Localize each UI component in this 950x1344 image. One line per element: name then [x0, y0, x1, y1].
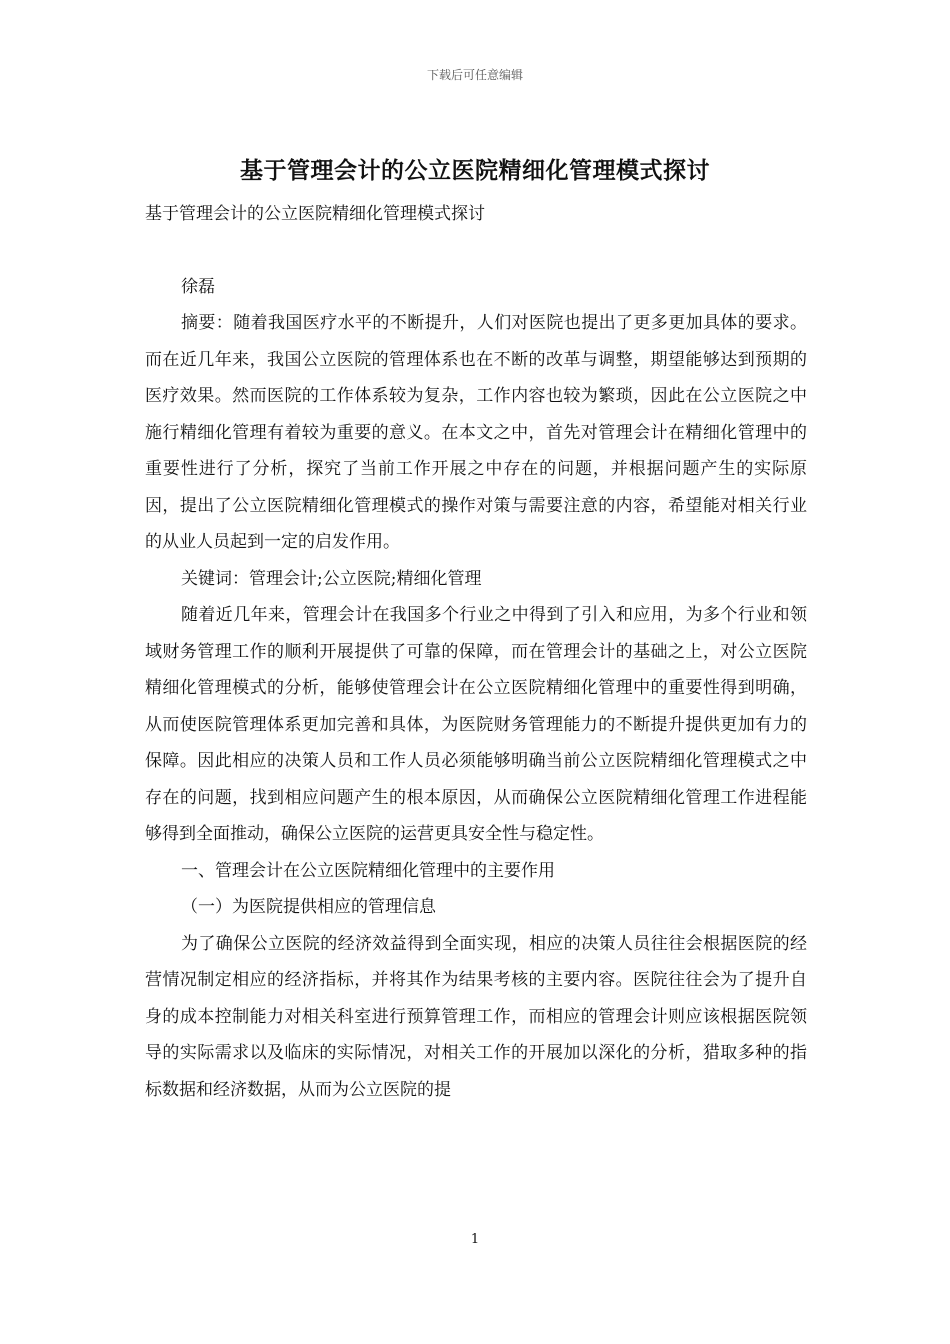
- abstract-paragraph: 摘要：随着我国医疗水平的不断提升，人们对医院也提出了更多更加具体的要求。而在近几年来，我国公立医院的管理体系也在不断的改革与调整，期望能够达到预期的医疗效果。然而医院的工作体系较为复杂，工作内容也较为繁琐，因此在公立医院之中施行精细化管理有着较为重要的意义。在本文之中，首先对管理会计在精细化管理中的重要性进行了分析，探究了当前工作开展之中存在的问题，并根据问题产生的实际原因，提出了公立医院精细化管理模式的操作对策与需要注意的内容，希望能对相关行业的从业人员起到一定的启发作用。: [145, 313, 807, 552]
- author-name: 徐磊: [181, 276, 215, 297]
- document-subtitle: 基于管理会计的公立医院精细化管理模式探讨: [145, 204, 485, 224]
- body-paragraph: 为了确保公立医院的经济效益得到全面实现，相应的决策人员往往会根据医院的经营情况制定相应的经济指标，并将其作为结果考核的主要内容。医院往往会为了提升自身的成本控制能力对相关科室进行预算管理工作，而相应的管理会计则应该根据医院领导的实际需求以及临床的实际情况，对相关工作的开展加以深化的分析，猎取多种的指标数据和经济数据，从而为公立医院的提: [145, 933, 807, 1100]
- page-number: 1: [470, 1232, 480, 1247]
- document-title: 基于管理会计的公立医院精细化管理模式探讨: [240, 157, 710, 184]
- intro-paragraph: 随着近几年来，管理会计在我国多个行业之中得到了引入和应用，为多个行业和领域财务管理工作的顺利开展提供了可靠的保障，而在管理会计的基础之上，对公立医院精细化管理模式的分析，能够使管理会计在公立医院精细化管理中的重要性得到明确，从而使医院管理体系更加完善和具体，为医院财务管理能力的不断提升提供更加有力的保障。因此相应的决策人员和工作人员必须能够明确当前公立医院精细化管理模式之中存在的问题，找到相应问题产生的根本原因，从而确保公立医院精细化管理工作进程能够得到全面推动，确保公立医院的运营更具安全性与稳定性。: [145, 605, 807, 844]
- keywords-line: 关键词：管理会计;公立医院;精细化管理: [181, 568, 482, 589]
- page-header-note: 下载后可任意编辑: [426, 68, 523, 82]
- section-heading: 一、管理会计在公立医院精细化管理中的主要作用: [181, 860, 555, 881]
- blank-line: [145, 233, 807, 269]
- subsection-heading: （一）为医院提供相应的管理信息: [181, 897, 436, 917]
- document-body: [145, 196, 807, 1108]
